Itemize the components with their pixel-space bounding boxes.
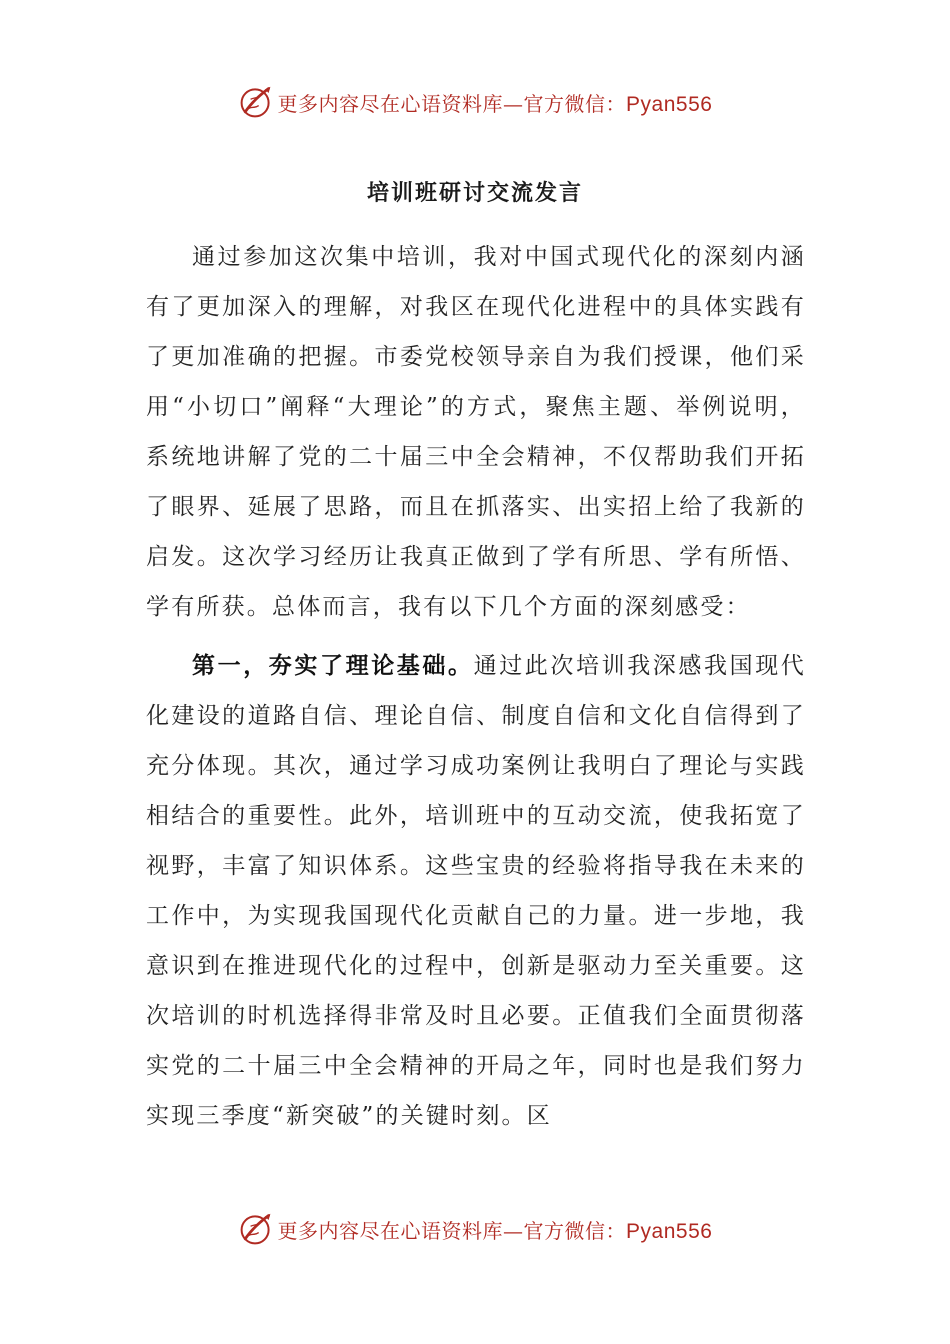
watermark-handle: Pyan556 xyxy=(626,1219,713,1243)
paragraph-point-1 xyxy=(146,641,806,1141)
watermark-header xyxy=(0,80,950,124)
paragraph-text: 通过参加这次集中培训，我对中国式现代化的深刻内涵有了更加深入的理解，对我区在现代化进程中的具体实践有了更加准确的把握。市委党校领导亲自为我们授课，他们采用“小切口”阐释“大理论”的方式，聚焦主题、举例说明，系统地讲解了党的二十届三中全会精神，不仅帮助我们开拓了眼界、延展了思路，而且在抓落实、出实招上给了我新的启发。这次学习经历让我真正做到了学有所思、学有所悟、学有所获。总体而言，我有以下几个方面的深刻感受： xyxy=(146,244,806,620)
paragraph-text: 通过此次培训我深感我国现代化建设的道路自信、理论自信、制度自信和文化自信得到了充分体现。其次，通过学习成功案例让我明白了理论与实践相结合的重要性。此外，培训班中的互动交流，使我拓宽了视野，丰富了知识体系。这些宝贵的经验将指导我在未来的工作中，为实现我国现代化贡献自己的力量。进一步地，我意识到在推进现代化的过程中，创新是驱动力至关重要。这次培训的时机选择得非常及时且必要。正值我们全面贯彻落实党的二十届三中全会精神的开局之年，同时也是我们努力实现三季度“新突破”的关键时刻。区 xyxy=(146,653,807,1129)
pen-logo-icon xyxy=(238,84,274,120)
watermark-handle: Pyan556 xyxy=(626,92,713,116)
document-body xyxy=(146,232,806,1141)
paragraph-intro xyxy=(146,232,806,632)
pen-logo-icon xyxy=(238,1211,274,1247)
document-title: 培训班研讨交流发言 xyxy=(366,180,583,206)
watermark-footer xyxy=(0,1207,950,1251)
watermark-text: 更多内容尽在心语资料库—官方微信：Pyan556 xyxy=(277,91,713,116)
paragraph-lead: 第一，夯实了理论基础。 xyxy=(192,652,474,679)
watermark-text: 更多内容尽在心语资料库—官方微信：Pyan556 xyxy=(277,1218,713,1243)
